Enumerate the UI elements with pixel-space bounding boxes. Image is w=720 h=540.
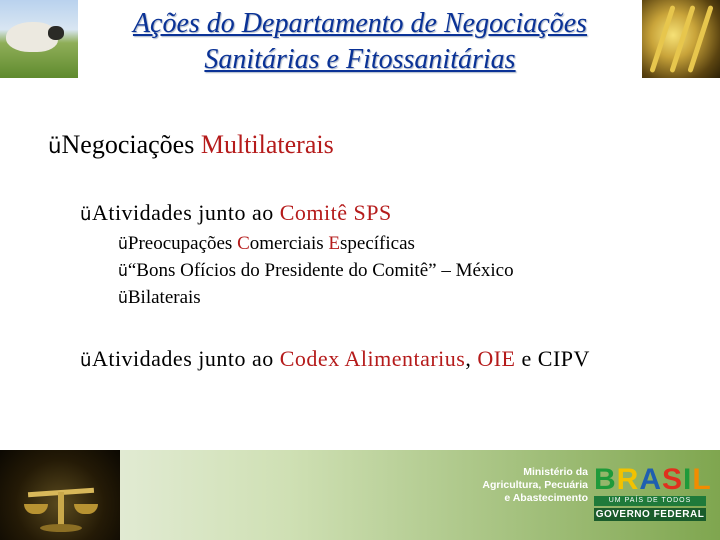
subbullet-text: specíficas — [340, 233, 415, 254]
checkmark-icon: ü — [118, 262, 128, 280]
scale-pan-shape — [74, 504, 98, 514]
bullet-negociacoes-multilaterais — [48, 130, 334, 160]
bullet-text: Negociações — [61, 130, 201, 159]
subbullet-initial: C — [237, 233, 250, 254]
checkmark-icon: ü — [48, 134, 62, 159]
brasil-letter: B — [594, 463, 617, 496]
checkmark-icon: ü — [118, 289, 128, 307]
brasil-letter: S — [662, 463, 684, 496]
subbullet-bilaterais — [118, 287, 201, 309]
brasil-letter: R — [616, 463, 640, 496]
bullet-text: , — [465, 346, 478, 371]
bullet-codex-oie-cipv — [80, 342, 660, 377]
brasil-letter: A — [639, 463, 663, 496]
subbullet-text: omerciais — [249, 233, 329, 254]
bullet-text: e CIPV — [515, 346, 590, 371]
header-photo-sheep — [0, 0, 78, 78]
government-label: GOVERNO FEDERAL — [595, 509, 705, 520]
subbullet-preocupacoes — [118, 233, 415, 255]
ministry-line: Ministério da — [523, 466, 588, 478]
ministry-logo-text — [470, 466, 588, 522]
ministry-line: Agricultura, Pecuária — [482, 479, 588, 491]
sheep-head-shape — [48, 26, 64, 40]
ministry-line: e Abastecimento — [504, 492, 588, 504]
footer-banner — [0, 450, 720, 540]
justice-scale-icon — [0, 450, 120, 540]
bullet-highlight: Codex Alimentarius — [279, 346, 466, 371]
brasil-wordmark — [594, 463, 712, 496]
subbullet-text: “Bons Ofícios do Presidente do Comitê” – México — [127, 260, 514, 281]
bullet-highlight: OIE — [477, 346, 516, 371]
brasil-letter: I — [683, 463, 693, 496]
checkmark-icon: ü — [80, 204, 92, 225]
brasil-tagline: UM PAÍS DE TODOS — [594, 496, 706, 506]
scale-pan-shape — [24, 504, 48, 514]
bullet-highlight: Multilaterais — [200, 130, 334, 159]
brasil-letter: L — [692, 463, 712, 496]
bullet-highlight: Comitê SPS — [279, 200, 392, 225]
checkmark-icon: ü — [80, 350, 92, 371]
bullet-comite-sps — [80, 200, 392, 226]
checkmark-icon: ü — [118, 235, 128, 253]
subbullet-text: Bilaterais — [127, 287, 201, 308]
subbullet-bons-oficios — [118, 260, 514, 282]
slide-title — [78, 6, 642, 78]
subbullet-text: Preocupações — [127, 233, 238, 254]
scale-foot-shape — [40, 524, 82, 532]
bullet-text: Atividades junto ao — [91, 200, 280, 225]
scale-post-shape — [58, 492, 64, 526]
slide-title-line-2: Sanitárias e Fitossanitárias — [204, 44, 516, 75]
subbullet-initial: E — [328, 233, 340, 254]
brasil-government-logo — [594, 463, 712, 526]
header-photo-wheat — [642, 0, 720, 78]
bullet-text: Atividades junto ao — [91, 346, 280, 371]
slide-title-line-1: Ações do Departamento de Negociações — [132, 8, 588, 39]
